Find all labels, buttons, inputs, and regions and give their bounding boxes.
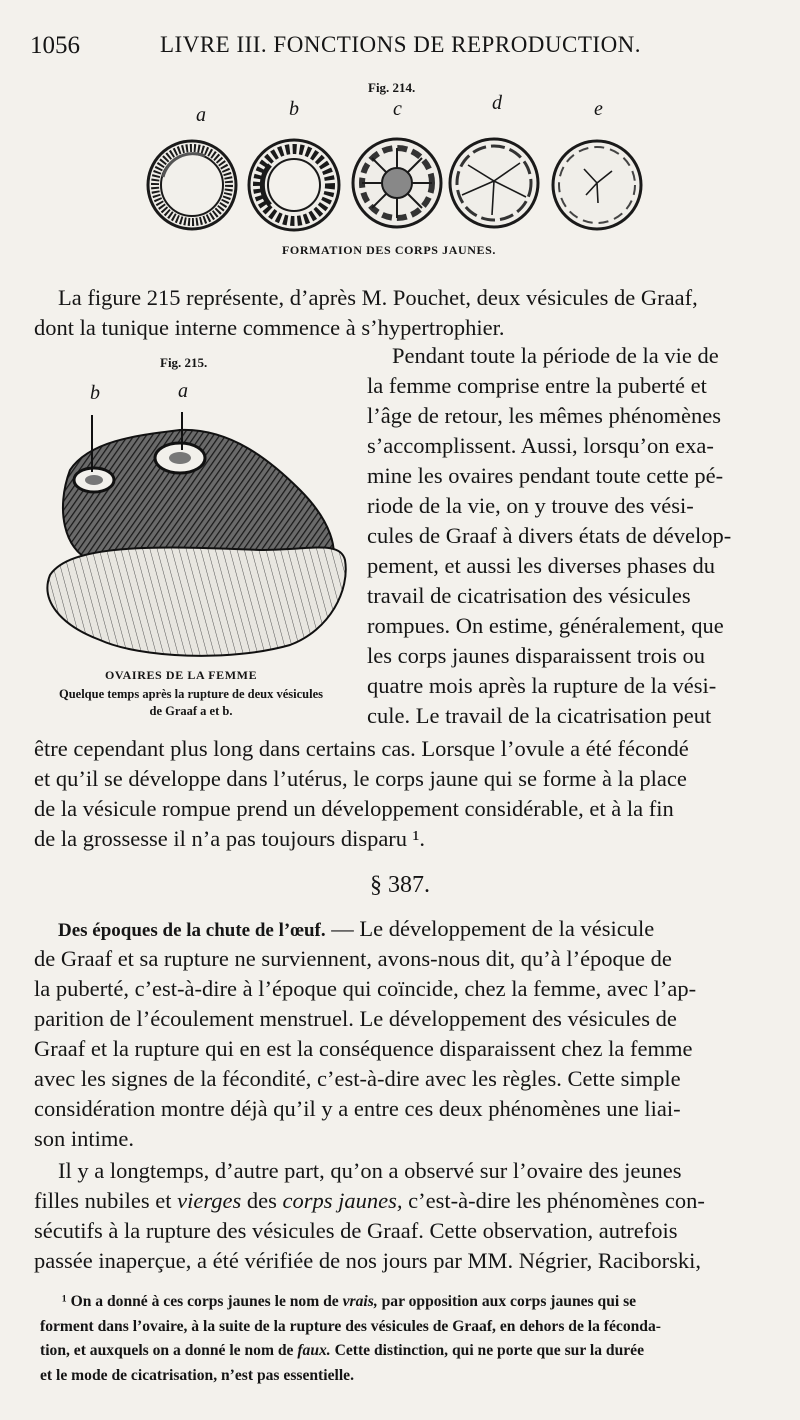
figure-214-label: Fig. 214.: [368, 80, 416, 95]
paragraph-line: de la grossesse il n’a pas toujours disparu ¹.: [34, 826, 426, 851]
footnote-line: [40, 1290, 765, 1315]
paragraph-line: la puberté, c’est-à-dire à l’époque qui coïncide, chez la femme, avec l’ap-: [34, 976, 697, 1001]
vesicle-c-drawing: [353, 139, 441, 227]
section-first-line-text: — Le développement de la vésicule: [325, 916, 655, 941]
wrapped-line: riode de la vie, on y trouve des vési-: [367, 493, 694, 518]
figure-214-letter-b: b: [289, 98, 299, 120]
paragraph-line: considération montre déjà qu’il y a entre ces deux phénomènes une liai-: [34, 1096, 681, 1121]
paragraph-line: [34, 1186, 759, 1215]
paragraph-line: être cependant plus long dans certains cas. Lorsque l’ovule a été fécondé: [34, 736, 689, 761]
wrapped-line: les corps jaunes disparaissent trois ou: [367, 643, 706, 668]
vesicle-b-drawing: [249, 140, 339, 230]
wrapped-line: Pendant toute la période de la vie de: [392, 343, 719, 368]
text-run: c’est-à-dire les phénomènes con-: [402, 1188, 705, 1213]
paragraph-line: son intime.: [34, 1126, 134, 1151]
wrapped-line: cule. Le travail de la cicatrisation peut: [367, 703, 712, 728]
page-header: [30, 32, 770, 66]
figure-214-letter-d: d: [492, 92, 502, 114]
figure-214-letter-e: e: [594, 98, 603, 120]
figure-215-caption-line-1: Quelque temps après la rupture de deux vésicules: [58, 687, 323, 701]
wrapped-line: rompues. On estime, généralement, que: [367, 613, 724, 638]
section-number: § 387.: [370, 872, 430, 898]
wrapped-line: s’accomplissent. Aussi, lorsqu’on exa-: [367, 433, 714, 458]
paragraph-line: Il y a longtemps, d’autre part, qu’on a observé sur l’ovaire des jeunes: [58, 1158, 682, 1183]
paragraph-line: passée inaperçue, a été vérifiée de nos jours par MM. Négrier, Raciborski,: [34, 1248, 701, 1273]
footnote: [40, 1290, 765, 1388]
wrapped-line: cules de Graaf à divers états de dévelop-: [367, 523, 732, 548]
wrapped-line: pement, et aussi les diverses phases du: [367, 553, 716, 578]
text-run: Cette distinction, qui ne porte que sur la durée: [330, 1342, 645, 1359]
section-first-line: [58, 914, 758, 945]
paragraph-line: Graaf et la rupture qui en est la conséquence disparaissent chez la femme: [34, 1036, 693, 1061]
footnote-line: [40, 1339, 765, 1364]
intro-line-1: La figure 215 représente, d’après M. Pouchet, deux vésicules de Graaf,: [58, 285, 698, 310]
figure-215-caption-line-2: de Graaf a et b.: [149, 704, 233, 718]
italic-run: vierges: [177, 1188, 242, 1213]
running-title: LIVRE III. FONCTIONS DE REPRODUCTION.: [160, 32, 642, 57]
page-number: 1056: [30, 32, 80, 59]
intro-line-2: dont la tunique interne commence à s’hypertrophier.: [34, 315, 505, 340]
section-heading: Des époques de la chute de l’œuf.: [58, 920, 326, 941]
paragraph-line: avec les signes de la fécondité, c’est-à-dire avec les règles. Cette simple: [34, 1066, 681, 1091]
figure-215-letter-b: b: [90, 382, 100, 404]
text-run: des: [241, 1188, 283, 1213]
paragraph-line: parition de l’écoulement menstruel. Le développement des vésicules de: [34, 1006, 677, 1031]
wrapped-line: la femme comprise entre la puberté et: [367, 373, 707, 398]
text-run: par opposition aux corps jaunes qui se: [377, 1293, 637, 1310]
paragraph-line: sécutifs à la rupture des vésicules de Graaf. Cette observation, autrefois: [34, 1218, 678, 1243]
text-run: filles nubiles et: [34, 1188, 178, 1213]
paragraph-line: et qu’il se développe dans l’utérus, le corps jaune qui se forme à la place: [34, 766, 687, 791]
figure-215-label: Fig. 215.: [160, 355, 208, 370]
paragraph-line: de Graaf et sa rupture ne surviennent, avons-nous dit, qu’à l’époque de: [34, 946, 672, 971]
paragraph-line: de la vésicule rompue prend un développement considérable, et à la fin: [34, 796, 674, 821]
vesicle-d-drawing: [450, 139, 538, 227]
wrapped-line: quatre mois après la rupture de la vési-: [367, 673, 717, 698]
figure-215-illustration: [30, 400, 360, 660]
wrapped-line: l’âge de retour, les mêmes phénomènes: [367, 403, 721, 428]
text-run: ¹ On a donné à ces corps jaunes le nom de: [62, 1293, 343, 1310]
wrapped-line: travail de cicatrisation des vésicules: [367, 583, 691, 608]
italic-run: faux.: [297, 1342, 331, 1359]
footnote-line: et le mode de cicatrisation, n’est pas essentielle.: [40, 1366, 354, 1384]
vesicle-e-drawing: [553, 141, 641, 229]
vesicle-a-drawing: [148, 141, 236, 229]
figure-214-letter-a: a: [196, 104, 206, 126]
italic-run: vrais,: [342, 1293, 378, 1310]
footnote-line: forment dans l’ovaire, à la suite de la rupture des vésicules de Graaf, en dehors de la féconda-: [40, 1317, 661, 1335]
ovary-ligament: [47, 548, 345, 656]
italic-run: corps jaunes,: [282, 1188, 403, 1213]
figure-215-letter-a: a: [178, 380, 188, 402]
text-run: tion, et auxquels on a donné le nom de: [40, 1342, 298, 1359]
figure-214-letter-c: c: [393, 98, 402, 120]
figure-215-caption-title: OVAIRES DE LA FEMME: [105, 668, 258, 682]
wrapped-line: mine les ovaires pendant toute cette pé-: [367, 463, 724, 488]
figure-214-caption: FORMATION DES CORPS JAUNES.: [282, 243, 496, 257]
